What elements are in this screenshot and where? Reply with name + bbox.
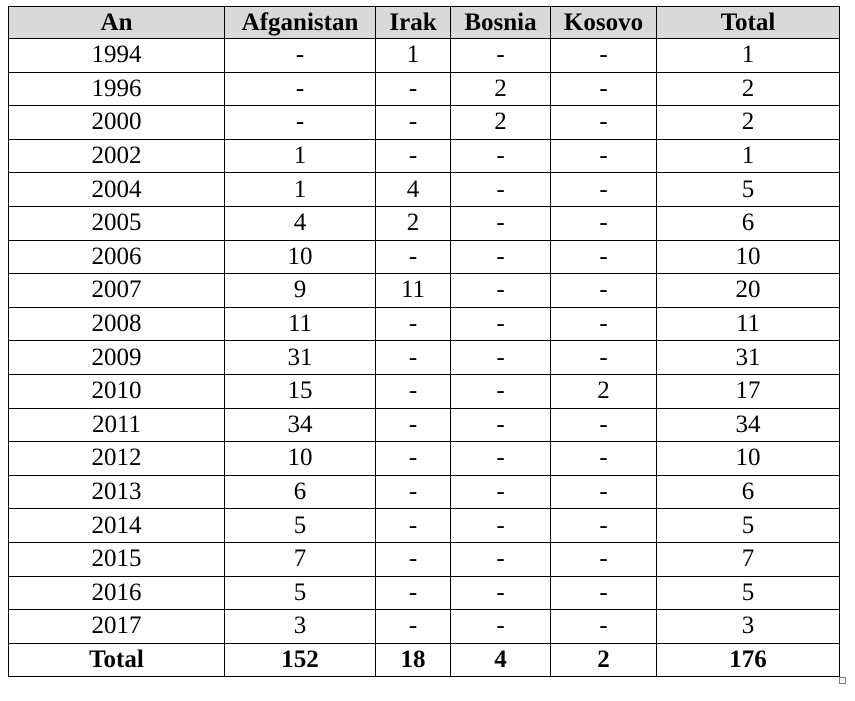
table-row — [9, 408, 840, 442]
cell-irak: - — [376, 307, 451, 341]
cell-bosnia: - — [451, 374, 551, 408]
cell-irak: - — [376, 341, 451, 375]
cell-afganistan: 1 — [225, 173, 376, 207]
cell-kosovo: - — [551, 39, 657, 73]
cell-total: 34 — [657, 408, 840, 442]
cell-total: 17 — [657, 374, 840, 408]
cell-bosnia: - — [451, 576, 551, 610]
cell-bosnia: - — [451, 240, 551, 274]
table-row — [9, 475, 840, 509]
table-row — [9, 206, 840, 240]
cell-bosnia: 2 — [451, 72, 551, 106]
cell-kosovo: - — [551, 106, 657, 140]
cell-total: 6 — [657, 206, 840, 240]
cell-irak: - — [376, 374, 451, 408]
cell-afganistan: 7 — [225, 542, 376, 576]
table-row — [9, 173, 840, 207]
table-row — [9, 139, 840, 173]
header-row — [9, 7, 840, 39]
cell-afganistan: 15 — [225, 374, 376, 408]
cell-kosovo: 2 — [551, 374, 657, 408]
cell-irak: - — [376, 542, 451, 576]
table-row — [9, 341, 840, 375]
table-row — [9, 106, 840, 140]
cell-kosovo: - — [551, 442, 657, 476]
cell-irak: - — [376, 408, 451, 442]
cell-bosnia: - — [451, 509, 551, 543]
total-label: Total — [9, 643, 225, 677]
cell-irak: 2 — [376, 206, 451, 240]
cell-afganistan: - — [225, 39, 376, 73]
cell-year: 2007 — [9, 274, 225, 308]
cell-bosnia: - — [451, 341, 551, 375]
table-row — [9, 72, 840, 106]
total-bosnia: 4 — [451, 643, 551, 677]
cell-bosnia: - — [451, 206, 551, 240]
table-row — [9, 542, 840, 576]
cell-irak: 4 — [376, 173, 451, 207]
cell-afganistan: 5 — [225, 576, 376, 610]
total-row — [9, 643, 840, 677]
table-footer — [9, 643, 840, 677]
cell-bosnia: - — [451, 274, 551, 308]
cell-bosnia: - — [451, 475, 551, 509]
cell-year: 2016 — [9, 576, 225, 610]
cell-total: 6 — [657, 475, 840, 509]
cell-afganistan: 5 — [225, 509, 376, 543]
cell-kosovo: - — [551, 341, 657, 375]
cell-total: 2 — [657, 72, 840, 106]
table-row — [9, 374, 840, 408]
total-overall: 176 — [657, 643, 840, 677]
table-row — [9, 240, 840, 274]
cell-year: 2009 — [9, 341, 225, 375]
cell-kosovo: - — [551, 307, 657, 341]
cell-year: 2000 — [9, 106, 225, 140]
cell-total: 3 — [657, 610, 840, 644]
cell-afganistan: - — [225, 72, 376, 106]
cell-bosnia: - — [451, 39, 551, 73]
cell-total: 2 — [657, 106, 840, 140]
cell-kosovo: - — [551, 408, 657, 442]
total-afganistan: 152 — [225, 643, 376, 677]
cell-kosovo: - — [551, 139, 657, 173]
cell-total: 20 — [657, 274, 840, 308]
cell-kosovo: - — [551, 509, 657, 543]
cell-total: 7 — [657, 542, 840, 576]
total-irak: 18 — [376, 643, 451, 677]
table-row — [9, 509, 840, 543]
cell-irak: - — [376, 509, 451, 543]
cell-bosnia: - — [451, 307, 551, 341]
cell-irak: - — [376, 240, 451, 274]
cell-kosovo: - — [551, 173, 657, 207]
cell-irak: - — [376, 442, 451, 476]
casualties-table — [8, 6, 840, 677]
cell-total: 5 — [657, 173, 840, 207]
cell-kosovo: - — [551, 206, 657, 240]
cell-afganistan: 6 — [225, 475, 376, 509]
cell-afganistan: 10 — [225, 240, 376, 274]
cell-bosnia: - — [451, 542, 551, 576]
cell-kosovo: - — [551, 274, 657, 308]
table-body — [9, 39, 840, 644]
table-row — [9, 610, 840, 644]
column-header-year: An — [9, 7, 225, 39]
cell-bosnia: - — [451, 173, 551, 207]
cell-total: 10 — [657, 442, 840, 476]
cell-afganistan: 1 — [225, 139, 376, 173]
cell-kosovo: - — [551, 72, 657, 106]
cell-year: 2012 — [9, 442, 225, 476]
cell-bosnia: 2 — [451, 106, 551, 140]
cell-year: 2011 — [9, 408, 225, 442]
cell-year: 2017 — [9, 610, 225, 644]
cell-bosnia: - — [451, 139, 551, 173]
cell-afganistan: 34 — [225, 408, 376, 442]
cell-year: 2006 — [9, 240, 225, 274]
cell-year: 2013 — [9, 475, 225, 509]
cell-irak: 1 — [376, 39, 451, 73]
cell-irak: - — [376, 106, 451, 140]
cell-afganistan: - — [225, 106, 376, 140]
cell-bosnia: - — [451, 442, 551, 476]
cell-kosovo: - — [551, 475, 657, 509]
cell-year: 1994 — [9, 39, 225, 73]
table-row — [9, 307, 840, 341]
table-row — [9, 39, 840, 73]
cell-bosnia: - — [451, 408, 551, 442]
total-kosovo: 2 — [551, 643, 657, 677]
cell-total: 11 — [657, 307, 840, 341]
cell-afganistan: 31 — [225, 341, 376, 375]
table-row — [9, 576, 840, 610]
cell-year: 1996 — [9, 72, 225, 106]
table-resize-handle[interactable] — [839, 677, 846, 684]
cell-afganistan: 10 — [225, 442, 376, 476]
cell-year: 2005 — [9, 206, 225, 240]
cell-kosovo: - — [551, 542, 657, 576]
cell-irak: 11 — [376, 274, 451, 308]
column-header-irak: Irak — [376, 7, 451, 39]
cell-kosovo: - — [551, 240, 657, 274]
cell-year: 2014 — [9, 509, 225, 543]
cell-afganistan: 4 — [225, 206, 376, 240]
cell-year: 2015 — [9, 542, 225, 576]
table-header — [9, 7, 840, 39]
cell-afganistan: 3 — [225, 610, 376, 644]
cell-irak: - — [376, 475, 451, 509]
cell-total: 1 — [657, 39, 840, 73]
column-header-kosovo: Kosovo — [551, 7, 657, 39]
column-header-afganistan: Afganistan — [225, 7, 376, 39]
cell-year: 2010 — [9, 374, 225, 408]
cell-irak: - — [376, 139, 451, 173]
cell-total: 10 — [657, 240, 840, 274]
cell-irak: - — [376, 610, 451, 644]
cell-total: 31 — [657, 341, 840, 375]
table-row — [9, 274, 840, 308]
cell-afganistan: 9 — [225, 274, 376, 308]
table-row — [9, 442, 840, 476]
cell-bosnia: - — [451, 610, 551, 644]
column-header-bosnia: Bosnia — [451, 7, 551, 39]
cell-total: 5 — [657, 576, 840, 610]
cell-irak: - — [376, 576, 451, 610]
cell-total: 5 — [657, 509, 840, 543]
cell-kosovo: - — [551, 576, 657, 610]
cell-irak: - — [376, 72, 451, 106]
cell-kosovo: - — [551, 610, 657, 644]
cell-year: 2004 — [9, 173, 225, 207]
cell-afganistan: 11 — [225, 307, 376, 341]
column-header-total: Total — [657, 7, 840, 39]
cell-year: 2002 — [9, 139, 225, 173]
cell-total: 1 — [657, 139, 840, 173]
cell-year: 2008 — [9, 307, 225, 341]
